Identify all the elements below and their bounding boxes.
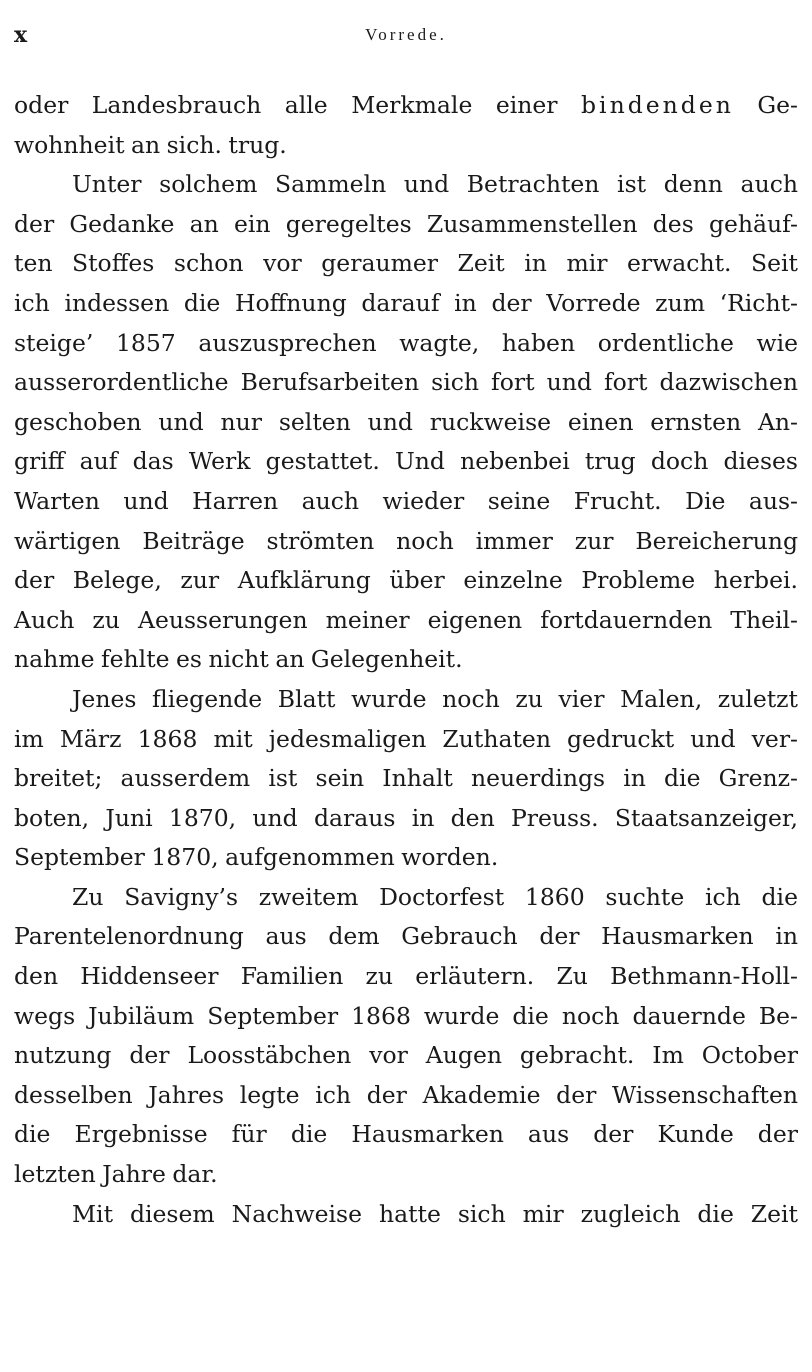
text-line: die Ergebnisse für die Hausmarken aus der Kunde der <box>14 1120 798 1149</box>
text-line: im März 1868 mit jedesmaligen Zuthaten gedruckt und ver- <box>14 724 798 753</box>
running-title: Vorrede. <box>365 25 447 44</box>
text-line: desselben Jahres legte ich der Akademie der Wissenschaften <box>14 1080 798 1109</box>
text-line: September 1870, aufgenommen worden. <box>14 843 499 872</box>
text-line: ich indessen die Hoffnung darauf in der Vorrede zum ‘Richt- <box>14 288 798 317</box>
paragraph-first-line: Zu Savigny’s zweitem Doctorfest 1860 suchte ich die <box>72 882 798 911</box>
text-line: Warten und Harren auch wieder seine Frucht. Die aus- <box>14 486 798 515</box>
paragraph-first-line: Unter solchem Sammeln und Betrachten ist denn auch <box>72 170 798 199</box>
text-line: ausserordentliche Berufsarbeiten sich fort und fort dazwischen <box>14 368 798 397</box>
text-line: geschoben und nur selten und ruckweise einen ernsten An- <box>14 407 798 436</box>
text-run: oder Landesbrauch alle Merkmale einer <box>14 91 582 119</box>
text-line: breitet; ausserdem ist sein Inhalt neuerdings in die Grenz- <box>14 764 798 793</box>
text-line <box>14 86 798 126</box>
text-line: wärtigen Beiträge strömten noch immer zur Bereicherung <box>14 526 798 555</box>
text-line: wohnheit an sich. trug. <box>14 130 287 159</box>
text-line: Auch zu Aeusserungen meiner eigenen fortdauernden Theil- <box>14 605 798 634</box>
text-line: steige’ 1857 auszusprechen wagte, haben ordentliche wie <box>14 328 798 357</box>
text-line: griff auf das Werk gestattet. Und nebenbei trug doch dieses <box>14 447 798 476</box>
text-line: boten, Juni 1870, und daraus in den Preuss. Staatsanzeiger, <box>14 803 798 832</box>
text-line: letzten Jahre dar. <box>14 1160 218 1189</box>
text-line: wegs Jubiläum September 1868 wurde die noch dauernde Be- <box>14 1001 798 1030</box>
text-line: Parentelenordnung aus dem Gebrauch der Hausmarken in <box>14 922 798 951</box>
text-run: Ge- <box>733 91 798 119</box>
text-line: ten Stoffes schon vor geraumer Zeit in mir erwacht. Seit <box>14 249 798 278</box>
text-line: nutzung der Loosstäbchen vor Augen gebracht. Im October <box>14 1041 798 1070</box>
text-line: der Belege, zur Aufklärung über einzelne Probleme herbei. <box>14 566 798 595</box>
paragraph-first-line: Jenes fliegende Blatt wurde noch zu vier Malen, zuletzt <box>72 684 798 713</box>
page-number: x <box>14 22 28 48</box>
spaced-emphasis: bindenden <box>581 91 734 119</box>
text-line: der Gedanke an ein geregeltes Zusammenstellen des gehäuf- <box>14 209 798 238</box>
page-header <box>14 20 798 50</box>
text-line: den Hiddenseer Familien zu erläutern. Zu Bethmann-Holl- <box>14 962 798 991</box>
paragraph-first-line: Mit diesem Nachweise hatte sich mir zugleich die Zeit <box>72 1199 798 1228</box>
body-text <box>14 86 798 1234</box>
text-line: nahme fehlte es nicht an Gelegenheit. <box>14 645 463 674</box>
